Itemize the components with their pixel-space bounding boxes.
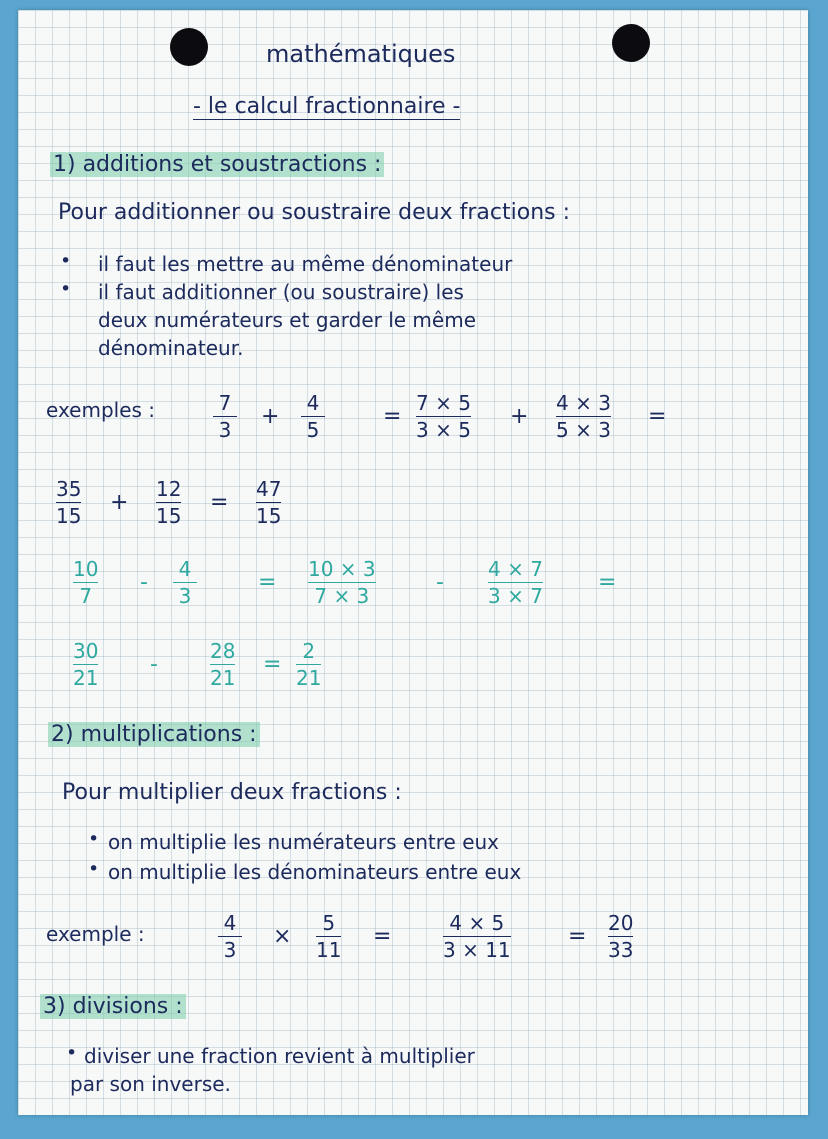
section1-bullet-3: deux numérateurs et garder le même bbox=[98, 308, 477, 332]
fraction: 10 7 bbox=[73, 557, 99, 608]
fraction: 7 3 bbox=[213, 392, 237, 441]
equals-sign: = bbox=[210, 490, 229, 515]
section1-heading: 1) additions et soustractions : bbox=[50, 152, 384, 177]
fraction: 4 5 bbox=[301, 392, 325, 441]
bullet-dot: • bbox=[66, 1042, 78, 1064]
bullet-dot: • bbox=[60, 250, 72, 272]
example-label: exemple : bbox=[46, 922, 145, 946]
fraction: 4 × 5 3 × 11 bbox=[443, 911, 511, 962]
fraction: 30 21 bbox=[73, 639, 99, 690]
equals-sign: = bbox=[568, 924, 587, 949]
notebook-card bbox=[18, 10, 808, 1115]
section2-bullet-1: on multiplie les numérateurs entre eux bbox=[108, 830, 500, 854]
section3-bullet-1: diviser une fraction revient à multiplier bbox=[84, 1044, 475, 1068]
punch-hole-right bbox=[612, 24, 650, 62]
fraction: 4 × 7 3 × 7 bbox=[488, 557, 543, 608]
section3-heading: 3) divisions : bbox=[40, 994, 186, 1019]
equals-sign: = bbox=[258, 570, 277, 595]
fraction: 12 15 bbox=[156, 477, 182, 528]
fraction: 47 15 bbox=[256, 477, 282, 528]
fraction: 4 3 bbox=[173, 558, 197, 607]
equals-sign: = bbox=[598, 570, 617, 595]
fraction: 28 21 bbox=[210, 639, 236, 690]
bullet-dot: • bbox=[88, 858, 100, 880]
fraction: 4 3 bbox=[218, 912, 242, 961]
plus-sign: + bbox=[261, 404, 280, 429]
fraction: 7 × 5 3 × 5 bbox=[416, 391, 471, 442]
example-label: exemples : bbox=[46, 398, 156, 422]
fraction: 5 11 bbox=[316, 911, 342, 962]
plus-sign: + bbox=[510, 404, 529, 429]
equals-sign: = bbox=[263, 652, 282, 677]
equals-sign: = bbox=[383, 404, 402, 429]
equals-sign: = bbox=[373, 924, 392, 949]
page-subtitle: - le calcul fractionnaire - bbox=[193, 94, 461, 119]
times-sign: × bbox=[273, 924, 292, 949]
page-title: mathématiques bbox=[266, 40, 456, 68]
section3-bullet-2: par son inverse. bbox=[70, 1072, 231, 1096]
section1-bullet-2: il faut additionner (ou soustraire) les bbox=[98, 280, 464, 304]
minus-sign: - bbox=[150, 652, 158, 677]
fraction: 20 33 bbox=[608, 911, 634, 962]
plus-sign: + bbox=[110, 490, 129, 515]
fraction: 10 × 3 7 × 3 bbox=[308, 557, 376, 608]
minus-sign: - bbox=[436, 570, 444, 595]
section2-intro: Pour multiplier deux fractions : bbox=[62, 780, 402, 805]
punch-hole-left bbox=[170, 28, 208, 66]
section2-bullet-2: on multiplie les dénominateurs entre eux bbox=[108, 860, 522, 884]
section1-bullet-4: dénominateur. bbox=[98, 336, 244, 360]
bullet-dot: • bbox=[88, 828, 100, 850]
bullet-dot: • bbox=[60, 278, 72, 300]
equals-sign: = bbox=[648, 404, 667, 429]
section1-intro: Pour additionner ou soustraire deux fractions : bbox=[58, 200, 571, 225]
section1-bullet-1: il faut les mettre au même dénominateur bbox=[98, 252, 513, 276]
fraction: 2 21 bbox=[296, 639, 322, 690]
fraction: 4 × 3 5 × 3 bbox=[556, 391, 611, 442]
minus-sign: - bbox=[140, 570, 148, 595]
fraction: 35 15 bbox=[56, 477, 82, 528]
section2-heading: 2) multiplications : bbox=[48, 722, 260, 747]
